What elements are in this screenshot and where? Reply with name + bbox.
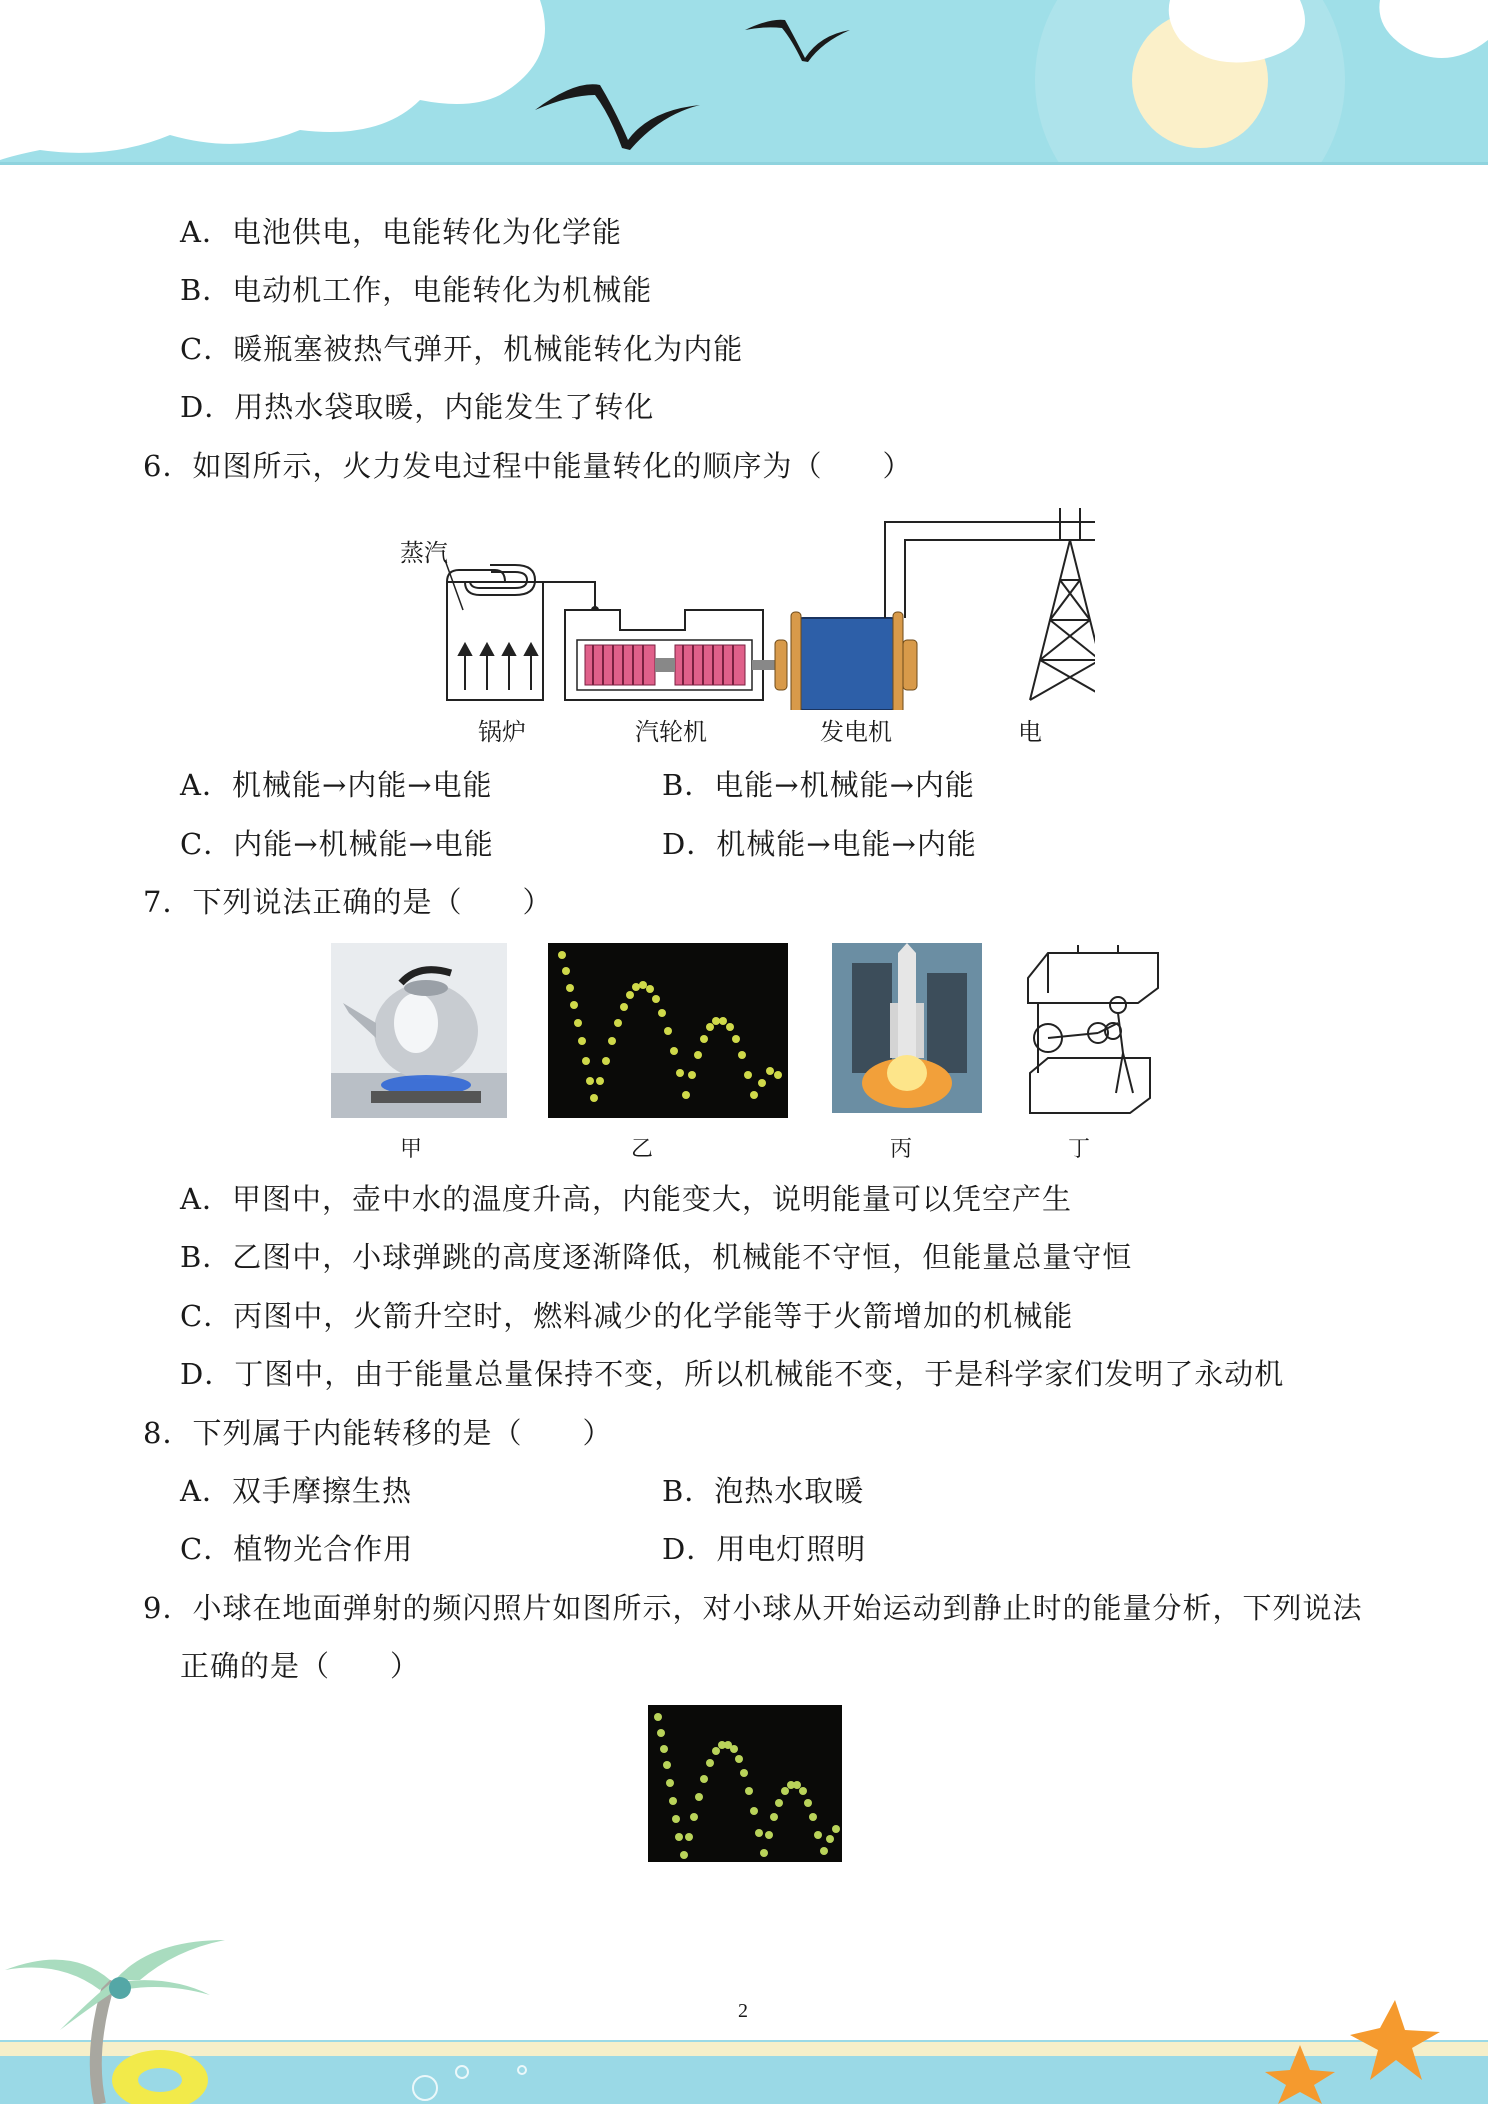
label-boiler: 锅炉 bbox=[478, 718, 526, 746]
q8-option-a: A．双手摩擦生热 bbox=[180, 1474, 412, 1508]
q6-option-a: A．机械能→内能→电能 bbox=[180, 768, 493, 802]
caption-ding: 丁 bbox=[1068, 1137, 1091, 1162]
q7-option-b: B．乙图中，小球弹跳的高度逐渐降低，机械能不守恒，但能量总量守恒 bbox=[180, 1240, 1133, 1274]
q5-option-c: C．暖瓶塞被热气弹开，机械能转化为内能 bbox=[180, 332, 744, 366]
label-turbine: 汽轮机 bbox=[635, 718, 707, 746]
caption-yi: 乙 bbox=[631, 1137, 654, 1162]
q7-option-c: C．丙图中，火箭升空时，燃料减少的化学能等于火箭增加的机械能 bbox=[180, 1299, 1074, 1333]
caption-bing: 丙 bbox=[890, 1137, 913, 1162]
q7-option-a: A．甲图中，壶中水的温度升高，内能变大，说明能量可以凭空产生 bbox=[180, 1182, 1072, 1216]
bouncing-ball-image-b bbox=[548, 943, 788, 1118]
page-number: 2 bbox=[738, 2000, 748, 2022]
label-steam: 蒸汽 bbox=[400, 539, 448, 567]
perpetual-motion-sketch bbox=[1018, 943, 1163, 1121]
q6-option-b: B．电能→机械能→内能 bbox=[662, 768, 975, 802]
q9-stem-line2: 正确的是（ ） bbox=[180, 1649, 421, 1683]
footer-beach-banner bbox=[0, 1920, 1488, 2104]
rocket-launch-image bbox=[832, 943, 982, 1113]
thermal-power-diagram bbox=[395, 500, 1095, 710]
kettle-image bbox=[331, 943, 507, 1118]
q5-option-b: B．电动机工作，电能转化为机械能 bbox=[180, 273, 653, 307]
q8-option-d: D．用电灯照明 bbox=[662, 1532, 867, 1566]
q6-option-c: C．内能→机械能→电能 bbox=[180, 827, 494, 861]
q8-option-c: C．植物光合作用 bbox=[180, 1532, 414, 1566]
label-generator: 发电机 bbox=[820, 718, 892, 746]
q9-stem-line1: 9．小球在地面弹射的频闪照片如图所示，对小球从开始运动到静止时的能量分析，下列说法 bbox=[143, 1591, 1363, 1625]
q6-stem: 6．如图所示，火力发电过程中能量转化的顺序为（ ） bbox=[143, 449, 913, 483]
caption-jia: 甲 bbox=[400, 1137, 423, 1162]
q7-option-d: D．丁图中，由于能量总量保持不变，所以机械能不变，于是科学家们发明了永动机 bbox=[180, 1357, 1285, 1391]
header-banner bbox=[0, 0, 1488, 170]
q8-stem: 8．下列属于内能转移的是（ ） bbox=[143, 1416, 613, 1450]
q5-option-d: D．用热水袋取暖，内能发生了转化 bbox=[180, 390, 655, 424]
q7-stem: 7．下列说法正确的是（ ） bbox=[143, 885, 553, 919]
q6-option-d: D．机械能→电能→内能 bbox=[662, 827, 977, 861]
q5-option-a: A．电池供电，电能转化为化学能 bbox=[180, 215, 622, 249]
bouncing-ball-image-q9 bbox=[648, 1705, 842, 1862]
label-electricity: 电 bbox=[1018, 718, 1042, 746]
q8-option-b: B．泡热水取暖 bbox=[662, 1474, 865, 1508]
